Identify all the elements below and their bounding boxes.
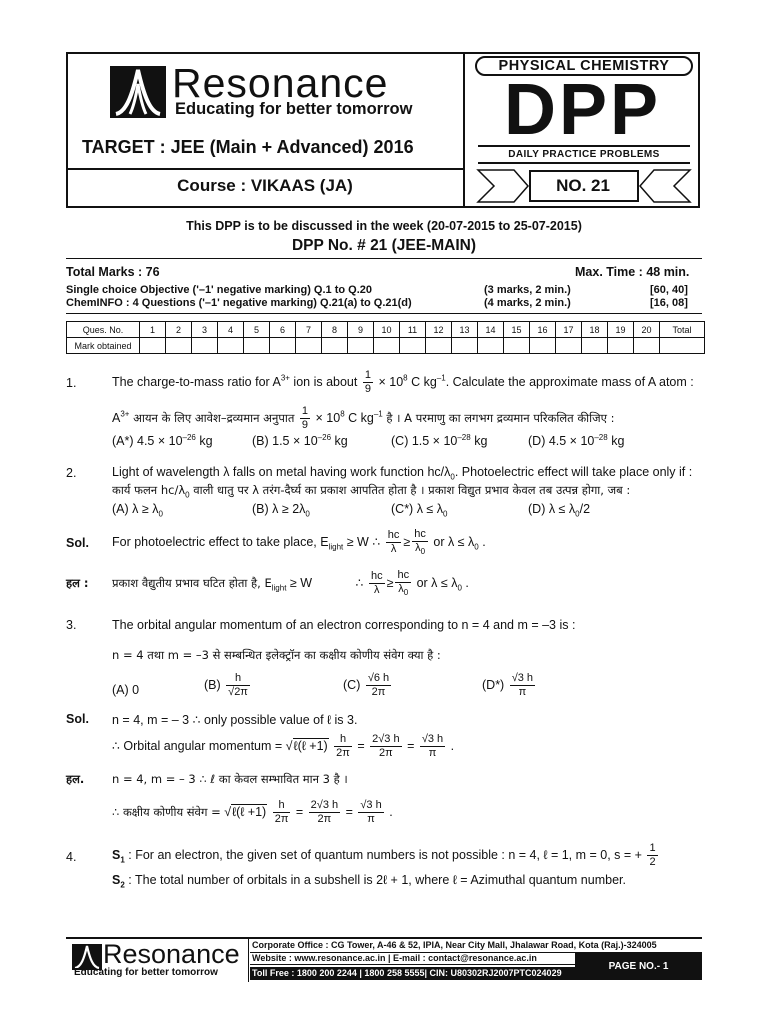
question-number-cell: 17 (556, 322, 582, 338)
toll-free: Toll Free : 1800 200 2244 | 1800 258 5555| CIN: U80302RJ2007PTC024029 (252, 968, 562, 978)
question-number-cell: 8 (322, 322, 348, 338)
mark-cell[interactable] (400, 338, 426, 354)
mark-cell[interactable] (374, 338, 400, 354)
dpp-heading: DPP (503, 70, 662, 150)
question-number: 3. (66, 618, 77, 632)
question-number: 2. (66, 466, 77, 480)
marking-scheme-left: ChemINFO : 4 Questions ('–1' negative marking) Q.21(a) to Q.21(d) (66, 297, 412, 309)
solution-label: Sol. (66, 712, 89, 726)
max-time: Max. Time : 48 min. (575, 265, 690, 279)
question-number-cell: 11 (400, 322, 426, 338)
mark-cell[interactable] (270, 338, 296, 354)
option[interactable]: (A) $\lambda \ge \lambda_0$ (112, 502, 163, 519)
question-number-cell: 13 (452, 322, 478, 338)
fraction: $\frac{hc}{\lambda}$ (387, 529, 400, 556)
question-number: 4. (66, 850, 77, 864)
dpp-title: DPP No. # 21 (JEE-MAIN) (291, 237, 477, 254)
mark-cell[interactable] (348, 338, 374, 354)
table-row (67, 322, 705, 338)
mark-cell[interactable] (296, 338, 322, 354)
question-text: The charge-to-mass ratio for $A^{3+}$ ion is about $\frac{1}{9}$ × $10^8$ C $kg^{-1}$. Calculate the approximate mass of A atom : (112, 369, 694, 395)
question-text-hindi: $A^{3+}$ आयन के लिए आवेश–द्रव्यमान अनुपात $\frac{1}{9}$ × $10^8$ C $kg^{-1}$ है । A परमाणु का लगभग द्रव्यमान परिकलित कीजिए : (112, 405, 615, 431)
statement-1: $S_1$ : For an electron, the given set of quantum numbers is not possible : n = 4, ℓ = 1, m = 0, s = + $\frac{1}{2}$ (112, 842, 656, 868)
question-number-cell: 10 (374, 322, 400, 338)
dpp-number: NO. 21 (556, 176, 610, 195)
target-title: TARGET : JEE (Main + Advanced) 2016 (82, 137, 414, 157)
solution-text: For photoelectric effect to take place, $E_{light} \ge W$ ∴ $\frac{hc}{\lambda}$ ≥ $\frac{hc}{\lambda_0}$ or $\lambda \le \lambda_0$ . (112, 528, 486, 557)
fraction: $\frac{hc}{\lambda}$ (370, 570, 383, 597)
mark-cell[interactable] (322, 338, 348, 354)
fraction: $\frac{hc}{\lambda_0}$ (414, 528, 426, 557)
question-number-cell: 16 (530, 322, 556, 338)
solution-text-hindi: n = 4, m = – 3 ∴ ℓ का केवल सम्भावित मान 3 है । (112, 772, 348, 786)
question-number-cell: 1 (140, 322, 166, 338)
corporate-office: Corporate Office : CG Tower, A-46 & 52, IPIA, Near City Mall, Jhalawar Road, Kota (Raj.)-324005 (252, 940, 657, 950)
question-number-cell: 19 (608, 322, 634, 338)
question-number-cell: 18 (582, 322, 608, 338)
mark-cell[interactable] (504, 338, 530, 354)
brand-name: Resonance (172, 60, 389, 106)
option[interactable]: (B) $\lambda \ge 2\lambda_0$ (252, 502, 310, 519)
question-text: The orbital angular momentum of an electron corresponding to n = 4 and m = –3 is : (112, 618, 576, 632)
mark-cell[interactable] (608, 338, 634, 354)
question-number-cell: 14 (478, 322, 504, 338)
solution-label: Sol. (66, 536, 89, 550)
question-text: Light of wavelength λ falls on metal having work function $hc/\lambda_0$. Photoelectric effect will take place only if : (112, 465, 693, 482)
total-mark-cell[interactable] (660, 338, 705, 354)
course-title: Course : VIKAAS (JA) (177, 176, 353, 195)
table-row-label: Ques. No. (67, 322, 140, 338)
mark-cell[interactable] (166, 338, 192, 354)
option[interactable]: (A*) $4.5 \times 10^{-26}$ kg (112, 433, 213, 449)
question-number-cell: 2 (166, 322, 192, 338)
question-number-cell: 15 (504, 322, 530, 338)
question-number: 1. (66, 376, 77, 390)
option[interactable]: (C) $\frac{√6 h}{2\pi}$ (343, 672, 390, 698)
resonance-logo-icon (110, 66, 166, 118)
question-number-cell: 5 (244, 322, 270, 338)
marks-table (66, 321, 705, 354)
option[interactable]: (D*) $\frac{√3 h}{\pi}$ (482, 672, 534, 698)
mark-cell[interactable] (556, 338, 582, 354)
fraction: $\frac{1}{9}$ (364, 369, 371, 395)
option[interactable]: (D) $4.5 \times 10^{-28}$ kg (528, 433, 625, 449)
question-text-hindi: n = 4 तथा m = –3 से सम्बन्धित इलेक्ट्रॉन का कक्षीय कोणीय संवेग क्या है : (112, 648, 441, 662)
option[interactable]: (D) $\lambda \le \lambda_0/2$ (528, 502, 591, 519)
mark-cell[interactable] (140, 338, 166, 354)
total-marks: Total Marks : 76 (66, 265, 160, 279)
solution-label-hindi: हल. (66, 772, 85, 786)
subject-badge: PHYSICAL CHEMISTRY (475, 56, 693, 76)
marking-scheme-right: [16, 08] (650, 297, 688, 309)
discussion-week: This DPP is to be discussed in the week (20-07-2015 to 25-07-2015) (186, 219, 582, 233)
question-number-cell: 3 (192, 322, 218, 338)
question-number-cell: 12 (426, 322, 452, 338)
question-number-cell: 20 (634, 322, 660, 338)
mark-cell[interactable] (582, 338, 608, 354)
fraction: $\frac{1}{9}$ (301, 405, 309, 431)
question-number-cell: 6 (270, 322, 296, 338)
footer-tagline: Educating for better tomorrow (74, 967, 218, 978)
marking-scheme-left: Single choice Objective ('–1' negative marking) Q.1 to Q.20 (66, 284, 372, 296)
question-number-cell: 9 (348, 322, 374, 338)
footer-brand-name: Resonance (103, 939, 240, 969)
header-left-divider (66, 168, 464, 170)
marking-scheme-right: [60, 40] (650, 284, 688, 296)
dpp-subtitle: DAILY PRACTICE PROBLEMS (478, 145, 690, 164)
table-row (67, 338, 705, 354)
question-number-cell: 7 (296, 322, 322, 338)
page-number: PAGE NO.- 1 (608, 961, 669, 972)
solution-text: n = 4, m = – 3 ∴ only possible value of ℓ is 3. (112, 713, 358, 727)
mark-cell[interactable] (452, 338, 478, 354)
mark-cell[interactable] (426, 338, 452, 354)
solution-equation: ∴ Orbital angular momentum = √ℓ(ℓ +1) $\frac{h}{2\pi}$ = $\frac{2√3 h}{2\pi}$ = $\frac{√3 h}{\pi}$ . (112, 733, 455, 759)
mark-cell[interactable] (478, 338, 504, 354)
option[interactable]: (B) $\frac{h}{√2\pi}$ (204, 672, 248, 698)
mark-cell[interactable] (530, 338, 556, 354)
solution-text-hindi: प्रकाश वैद्युतीय प्रभाव घटित होता है, $E_{light} \ge W$ ∴ $\frac{hc}{\lambda}$ ≥ $\frac{hc}{\lambda_0}$ or $\lambda \le \lambda_0$ . (112, 569, 469, 598)
solution-label-hindi: हल : (66, 576, 89, 590)
table-row-label: Mark obtained (67, 338, 140, 354)
mark-cell[interactable] (244, 338, 270, 354)
mark-cell[interactable] (218, 338, 244, 354)
mark-cell[interactable] (192, 338, 218, 354)
fraction: $\frac{hc}{\lambda_0}$ (397, 569, 410, 598)
footer-divider (248, 938, 249, 982)
mark-cell[interactable] (634, 338, 660, 354)
solution-equation-hindi: ∴ कक्षीय कोणीय संवेग = √ℓ(ℓ +1) $\frac{h}{2\pi}$ = $\frac{2√3 h}{2\pi}$ = $\frac{√3 h}{\pi}$ . (112, 799, 393, 825)
option[interactable]: (A) 0 (112, 683, 140, 697)
brand-tagline: Educating for better tomorrow (175, 100, 413, 118)
divider (66, 258, 702, 259)
divider (66, 313, 702, 314)
option[interactable]: (C*) $\lambda \le \lambda_0$ (391, 502, 448, 519)
question-number-cell: 4 (218, 322, 244, 338)
marking-scheme-mid: (4 marks, 2 min.) (484, 297, 571, 309)
total-header-cell: Total (660, 322, 705, 338)
statement-2: $S_2$ : The total number of orbitals in a subshell is 2ℓ + 1, where ℓ = Azimuthal quantum number. (112, 873, 626, 890)
marking-scheme-mid: (3 marks, 2 min.) (484, 284, 571, 296)
option[interactable]: (C) $1.5 \times 10^{-28}$ kg (391, 433, 488, 449)
website-email[interactable]: Website : www.resonance.ac.in | E-mail : contact@resonance.ac.in (252, 953, 537, 963)
question-text-hindi: कार्य फलन $hc/\lambda_0$ वाली धातु पर λ तरंग-दैर्घ्य का प्रकाश आपतित होता है । प्रकाश विद्युत प्रभाव केवल तब उत्पन्न होगा, जब : (112, 483, 631, 500)
option[interactable]: (B) $1.5 \times 10^{-26}$ kg (252, 433, 348, 449)
